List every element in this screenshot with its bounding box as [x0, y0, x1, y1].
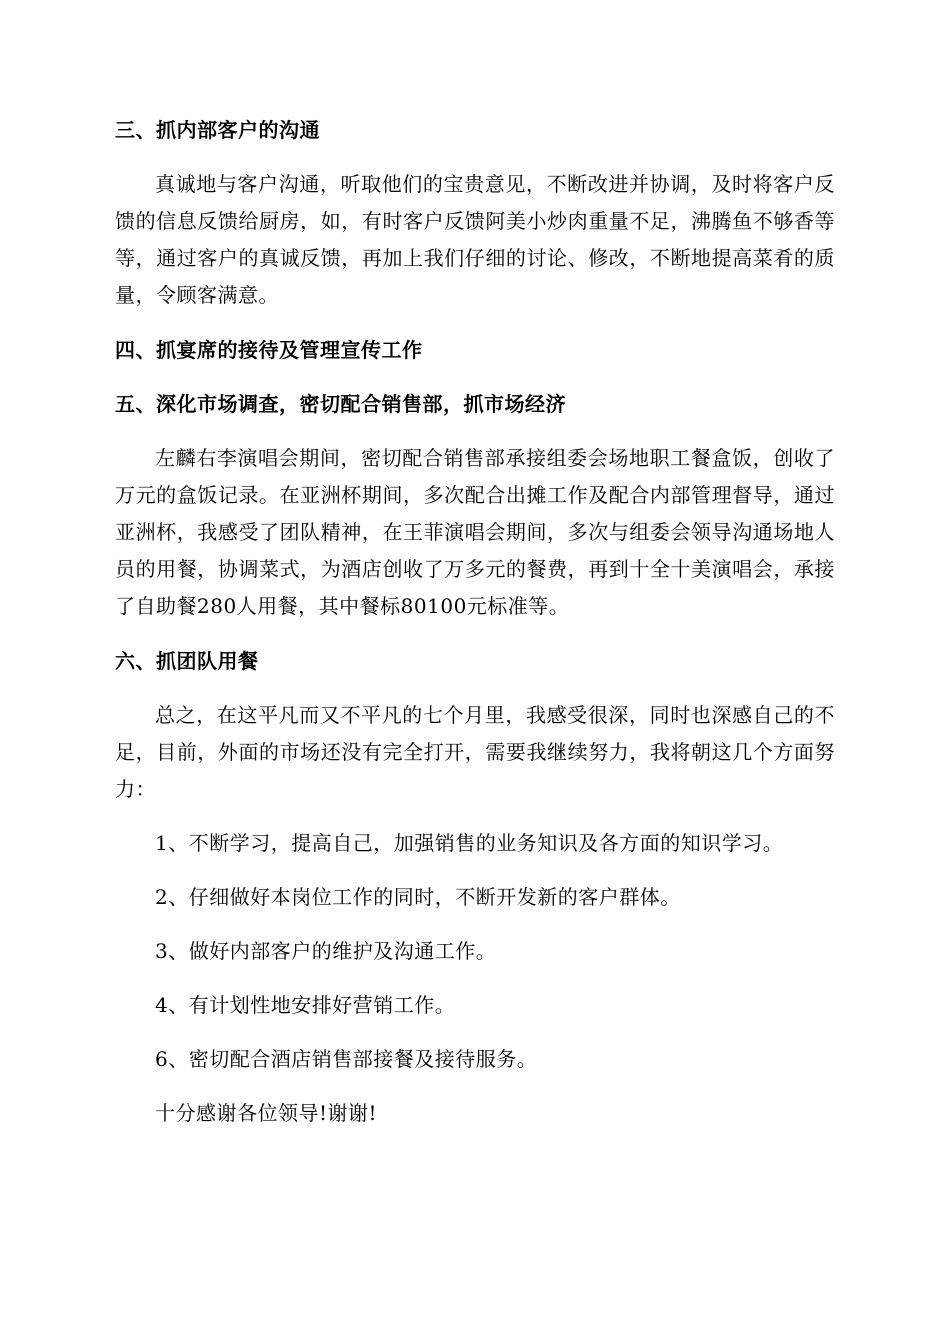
- section-body-3: 真诚地与客户沟通，听取他们的宝贵意见，不断改进并协调，及时将客户反馈的信息反馈给厨房，如，有时客户反馈阿美小炒肉重量不足，沸腾鱼不够香等等，通过客户的真诚反馈，再加上我们仔细的讨论、修改，不断地提高菜肴的质量，令顾客满意。: [115, 172, 835, 307]
- list-item: 6、密切配合酒店销售部接餐及接待服务。: [155, 1047, 538, 1071]
- list-item: 2、仔细做好本岗位工作的同时，不断开发新的客户群体。: [155, 885, 681, 909]
- document-page: [115, 112, 835, 1132]
- list-item: 3、做好内部客户的维护及沟通工作。: [155, 939, 497, 963]
- list-item: 1、不断学习，提高自己，加强销售的业务知识及各方面的知识学习。: [155, 831, 784, 855]
- section-body-6: 总之，在这平凡而又不平凡的七个月里，我感受很深，同时也深感自己的不足，目前，外面的市场还没有完全打开，需要我继续努力，我将朝这几个方面努力：: [115, 703, 835, 801]
- closing-line: 十分感谢各位领导!谢谢!: [155, 1101, 378, 1125]
- section-body-5: 左麟右李演唱会期间，密切配合销售部承接组委会场地职工餐盒饭，创收了万元的盒饭记录。在亚洲杯期间，多次配合出摊工作及配合内部管理督导，通过亚洲杯，我感受了团队精神，在王菲演唱会期间，多次与组委会领导沟通场地人员的用餐，协调菜式，为酒店创收了万多元的餐费，再到十全十美演唱会，承接了自助餐280人用餐，其中餐标80100元标准等。: [115, 446, 835, 618]
- section-heading-3: 三、抓内部客户的沟通: [115, 118, 320, 142]
- list-item: 4、有计划性地安排好营销工作。: [155, 993, 456, 1017]
- section-heading-5: 五、深化市场调查，密切配合销售部，抓市场经济: [115, 392, 566, 416]
- section-heading-4: 四、抓宴席的接待及管理宣传工作: [115, 338, 423, 362]
- section-heading-6: 六、抓团队用餐: [115, 649, 259, 673]
